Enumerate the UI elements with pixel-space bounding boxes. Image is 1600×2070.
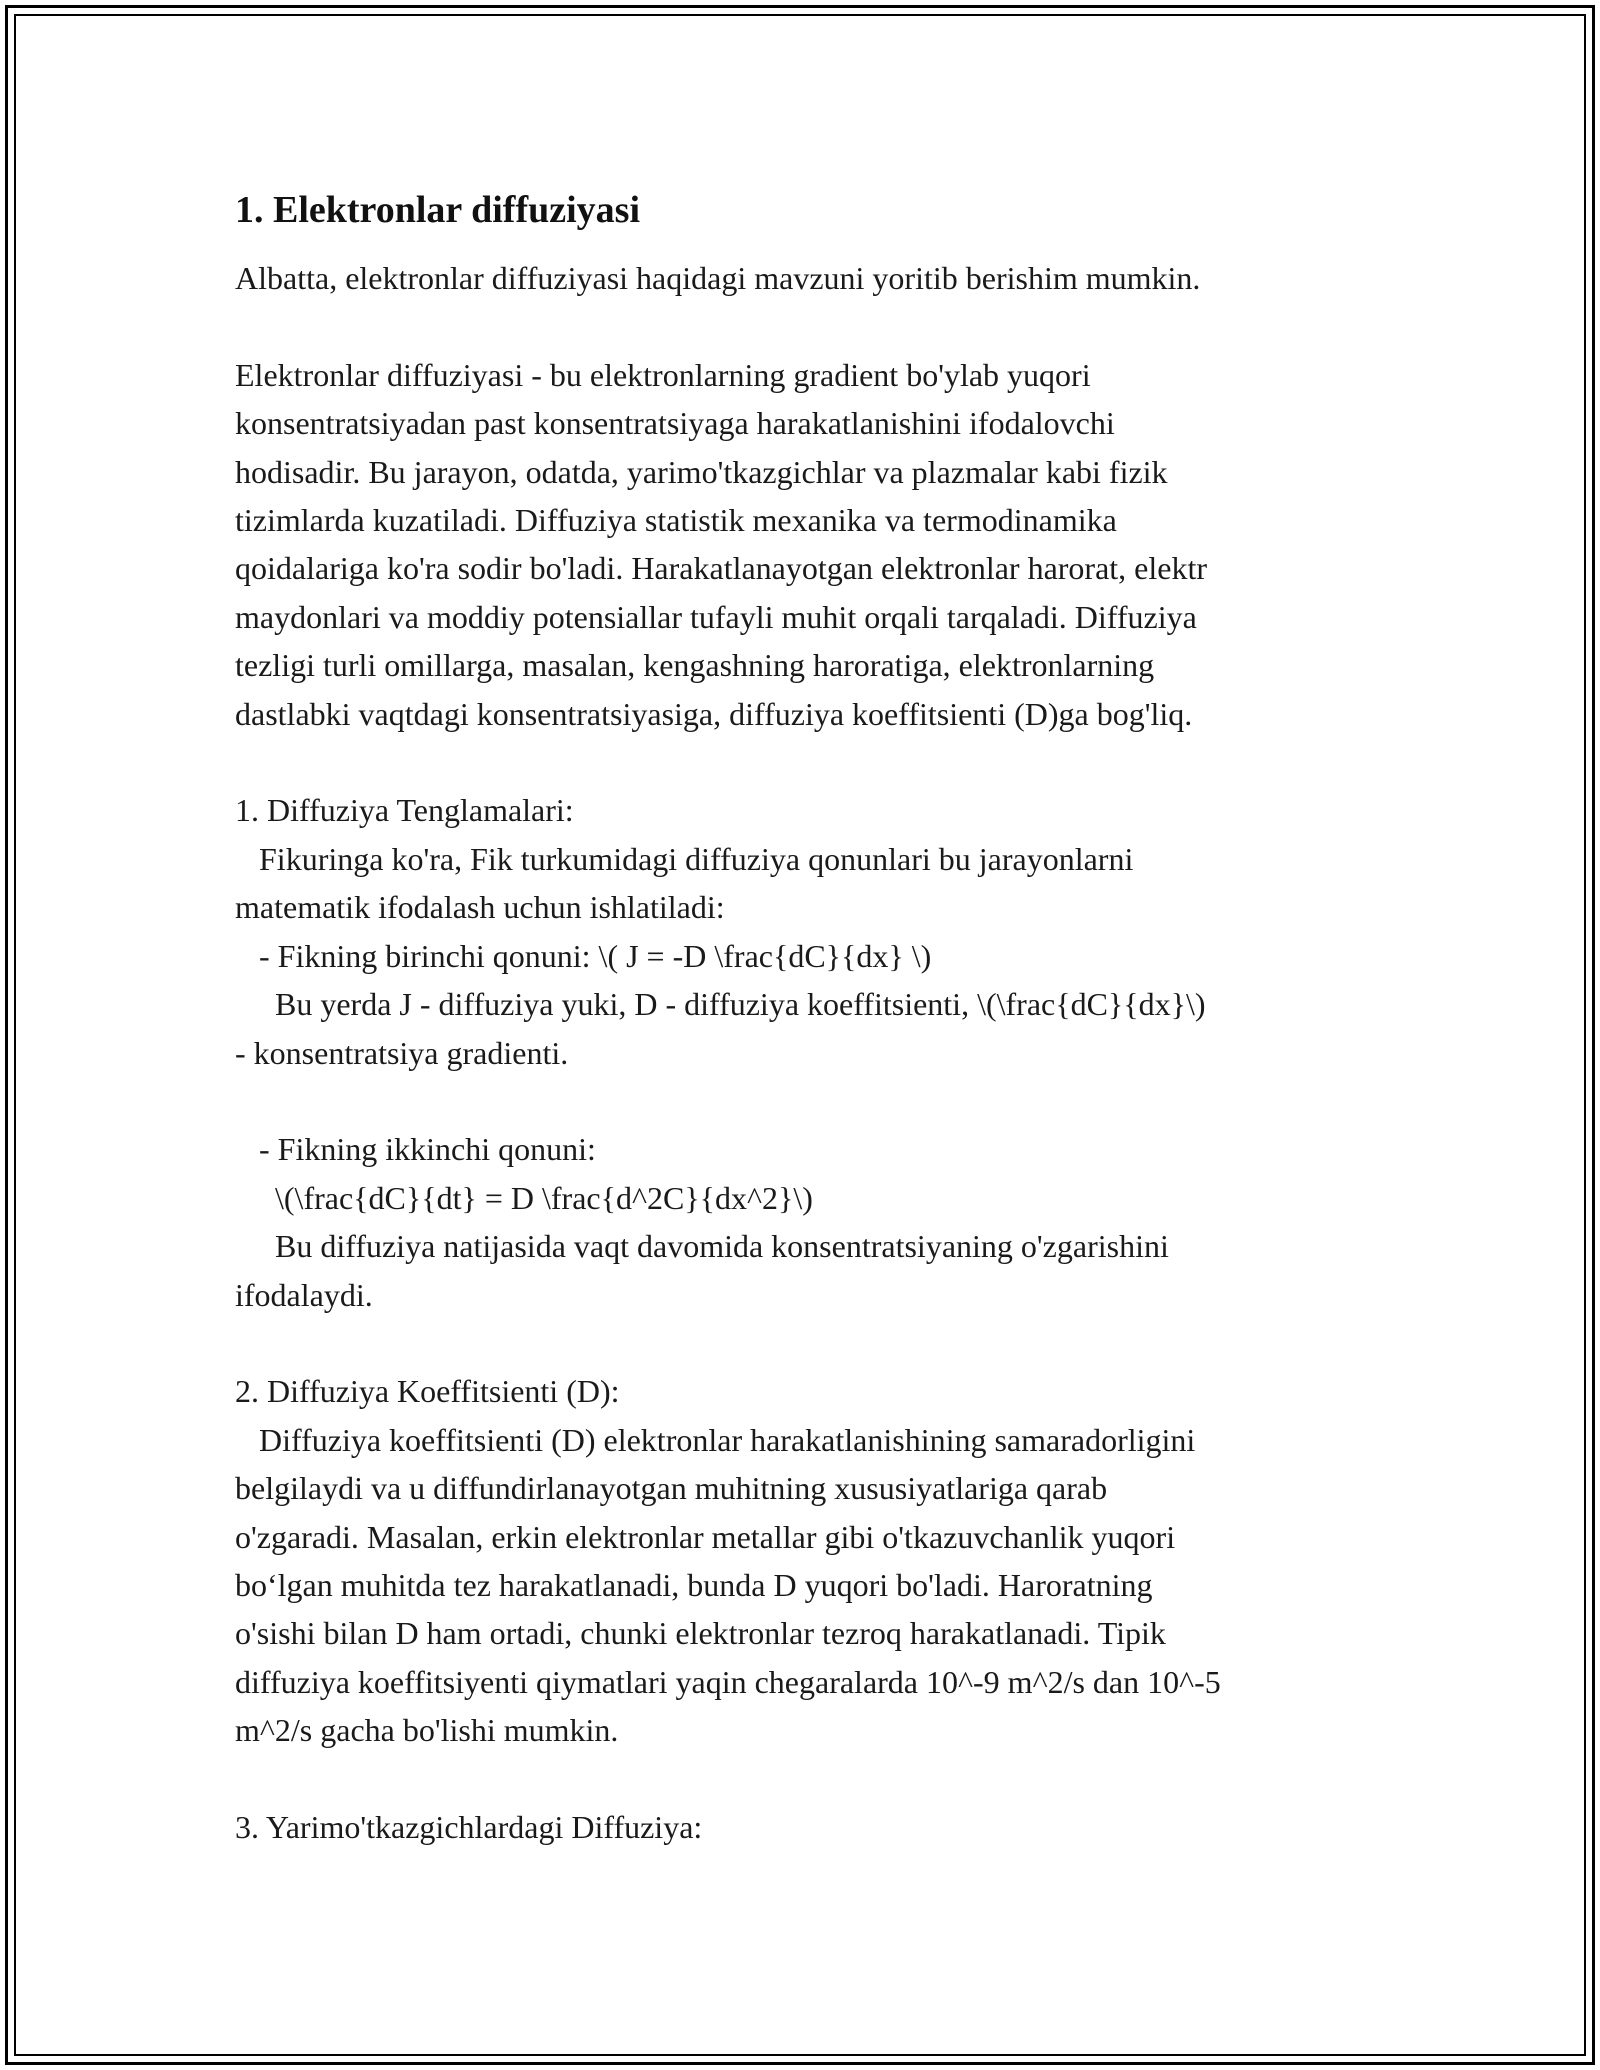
document-heading: 1. Elektronlar diffuziyasi: [235, 189, 641, 231]
document-content: [235, 186, 1375, 1851]
document-body: Albatta, elektronlar diffuziyasi haqidagi mavzuni yoritib berishim mumkin. Elektronlar diffuziyasi - bu elektronlarning gradient bo'ylab yuqori konsentratsiyadan past konsentratsiyaga harakatlanishini ifodalovchi hodisadir. Bu jarayon, odatda, yarimo'tkazgichlar va plazmalar kabi fizik tizimlarda kuzatiladi. Diffuziya statistik mexanika va termodinamika qoidalariga ko'ra sodir bo'ladi. Harakatlanayotgan elektronlar harorat, elektr maydonlari va moddiy potensiallar tufayli muhit orqali tarqaladi. Diffuziya tezligi turli omillarga, masalan, kengashning haroratiga, elektronlarning dastlabki vaqtdagi konsentratsiyasiga, diffuziya koeffitsienti (D)ga bog'liq. 1. Diffuziya Tenglamalari: Fikuringa ko'ra, Fik turkumidagi diffuziya qonunlari bu jarayonlarni matematik ifodalash uchun ishlatiladi: - Fikning birinchi qonuni: \( J = -D \frac{dC}{dx} \) Bu yerda J - diffuziya yuki, D - diffuziya koeffitsienti, \(\frac{dC}{dx}\) - konsentratsiya gradienti. - Fikning ikkinchi qonuni: \(\frac{dC}{dt} = D \frac{d^2C}{dx^2}\) Bu diffuziya natijasida vaqt davomida konsentratsiyaning o'zgarishini ifodalaydi. 2. Diffuziya Koeffitsienti (D): Diffuziya koeffitsienti (D) elektronlar harakatlanishining samaradorligini belgilaydi va u diffundirlanayotgan muhitning xususiyatlariga qarab o'zgaradi. Masalan, erkin elektronlar metallar gibi o'tkazuvchanlik yuqori bo‘lgan muhitda tez harakatlanadi, bunda D yuqori bo'ladi. Haroratning o'sishi bilan D ham ortadi, chunki elektronlar tezroq harakatlanadi. Tipik diffuziya koeffitsiyenti qiymatlari yaqin chegaralarda 10^-9 m^2/s dan 10^-5 m^2/s gacha bo'lishi mumkin. 3. Yarimo'tkazgichlardagi Diffuziya:: [235, 260, 1221, 1845]
